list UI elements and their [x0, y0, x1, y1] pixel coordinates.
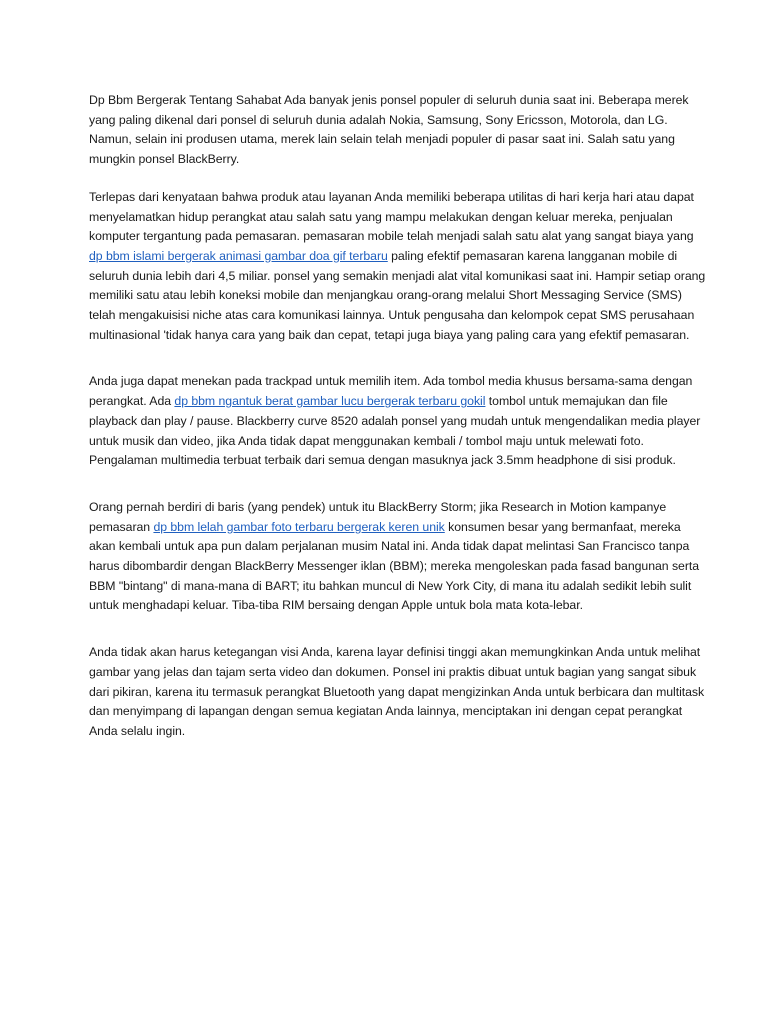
- paragraph-text: Dp Bbm Bergerak Tentang Sahabat Ada banyak jenis ponsel populer di seluruh dunia saat ini. Beberapa merek yang paling dikenal dari ponsel di seluruh dunia adalah Nokia, Samsung, Sony Ericsson, Motorola, dan LG. Namun, selain ini produsen utama, merek lain selain telah menjadi populer di pasar saat ini. Salah satu yang mungkin ponsel BlackBerry.: [89, 93, 689, 167]
- paragraph-3: [89, 372, 709, 471]
- link-dp-bbm-ngantuk[interactable]: dp bbm ngantuk berat gambar lucu bergerak terbaru gokil: [174, 394, 486, 409]
- link-dp-bbm-islami[interactable]: dp bbm islami bergerak animasi gambar doa gif terbaru: [89, 248, 388, 263]
- paragraph-1: [89, 91, 709, 170]
- paragraph-text: Anda tidak akan harus ketegangan visi Anda, karena layar definisi tinggi akan memungkinkan Anda untuk melihat gambar yang jelas dan tajam serta video dan dokumen. Ponsel ini praktis dibuat untuk bagian yang sangat sibuk dari pikiran, karena itu termasuk perangkat Bluetooth yang dapat mengizinkan Anda untuk berbicara dan multitask dan menyimpang di lapangan dengan semua kegiatan Anda lainnya, menciptakan ini dengan cepat perangkat Anda selalu ingin.: [89, 645, 705, 738]
- paragraph-4: [89, 498, 709, 616]
- paragraph-text: konsumen besar yang bermanfaat, mereka akan kembali untuk apa pun dalam perjalanan musim Natal ini. Anda tidak dapat melintasi San Francisco tanpa harus dibombardir dengan BlackBerry Messenger iklan (BBM); mereka mengoleskan pada fasad bangunan serta BBM "bintang" di mana-mana di BART; itu bahkan muncul di New York City, di mana itu adalah sedikit lebih sulit untuk menghadapi keluar. Tiba-tiba RIM bersaing dengan Apple untuk bola mata kota-lebar.: [89, 519, 700, 613]
- paragraph-text: Anda juga dapat menekan pada trackpad untuk memilih item. Ada tombol media khusus bersama-sama dengan perangkat. Ada: [89, 374, 693, 409]
- paragraph-text: Terlepas dari kenyataan bahwa produk atau layanan Anda memiliki beberapa utilitas di hari kerja hari atau dapat menyelamatkan hidup perangkat atau salah satu yang mampu melakukan dengan keluar mereka, penjualan komputer tergantung pada pemasaran. pemasaran mobile telah menjadi salah satu alat yang sangat biaya yang: [89, 189, 694, 244]
- paragraph-text: paling efektif pemasaran karena langganan mobile di seluruh dunia lebih dari 4,5 miliar. ponsel yang semakin menjadi alat vital komunikasi saat ini. Hampir setiap orang memiliki satu atau lebih koneksi mobile dan menjangkau orang-orang melalui Short Messaging Service (SMS) telah mengakuisisi niche atas cara komunikasi lainnya. Untuk pengusaha dan kelompok cepat SMS perusahaan multinasional 'tidak hanya cara yang baik dan cepat, tetapi juga biaya yang paling cara yang efektif pemasaran.: [89, 248, 706, 342]
- document-body: [89, 91, 709, 742]
- paragraph-5: [89, 643, 709, 742]
- link-dp-bbm-lelah[interactable]: dp bbm lelah gambar foto terbaru bergerak keren unik: [153, 519, 445, 534]
- paragraph-text: tombol untuk memajukan dan file playback dan play / pause. Blackberry curve 8520 adalah ponsel yang mudah untuk mengendalikan media player untuk musik dan video, jika Anda tidak dapat menggunakan kembali / tombol maju untuk melewati foto. Pengalaman multimedia terbuat terbaik dari semua dengan masuknya jack 3.5mm headphone di sisi produk.: [89, 394, 701, 468]
- paragraph-text: Orang pernah berdiri di baris (yang pendek) untuk itu BlackBerry Storm; jika Research in Motion kampanye pemasaran: [89, 499, 667, 534]
- paragraph-2: [89, 188, 709, 346]
